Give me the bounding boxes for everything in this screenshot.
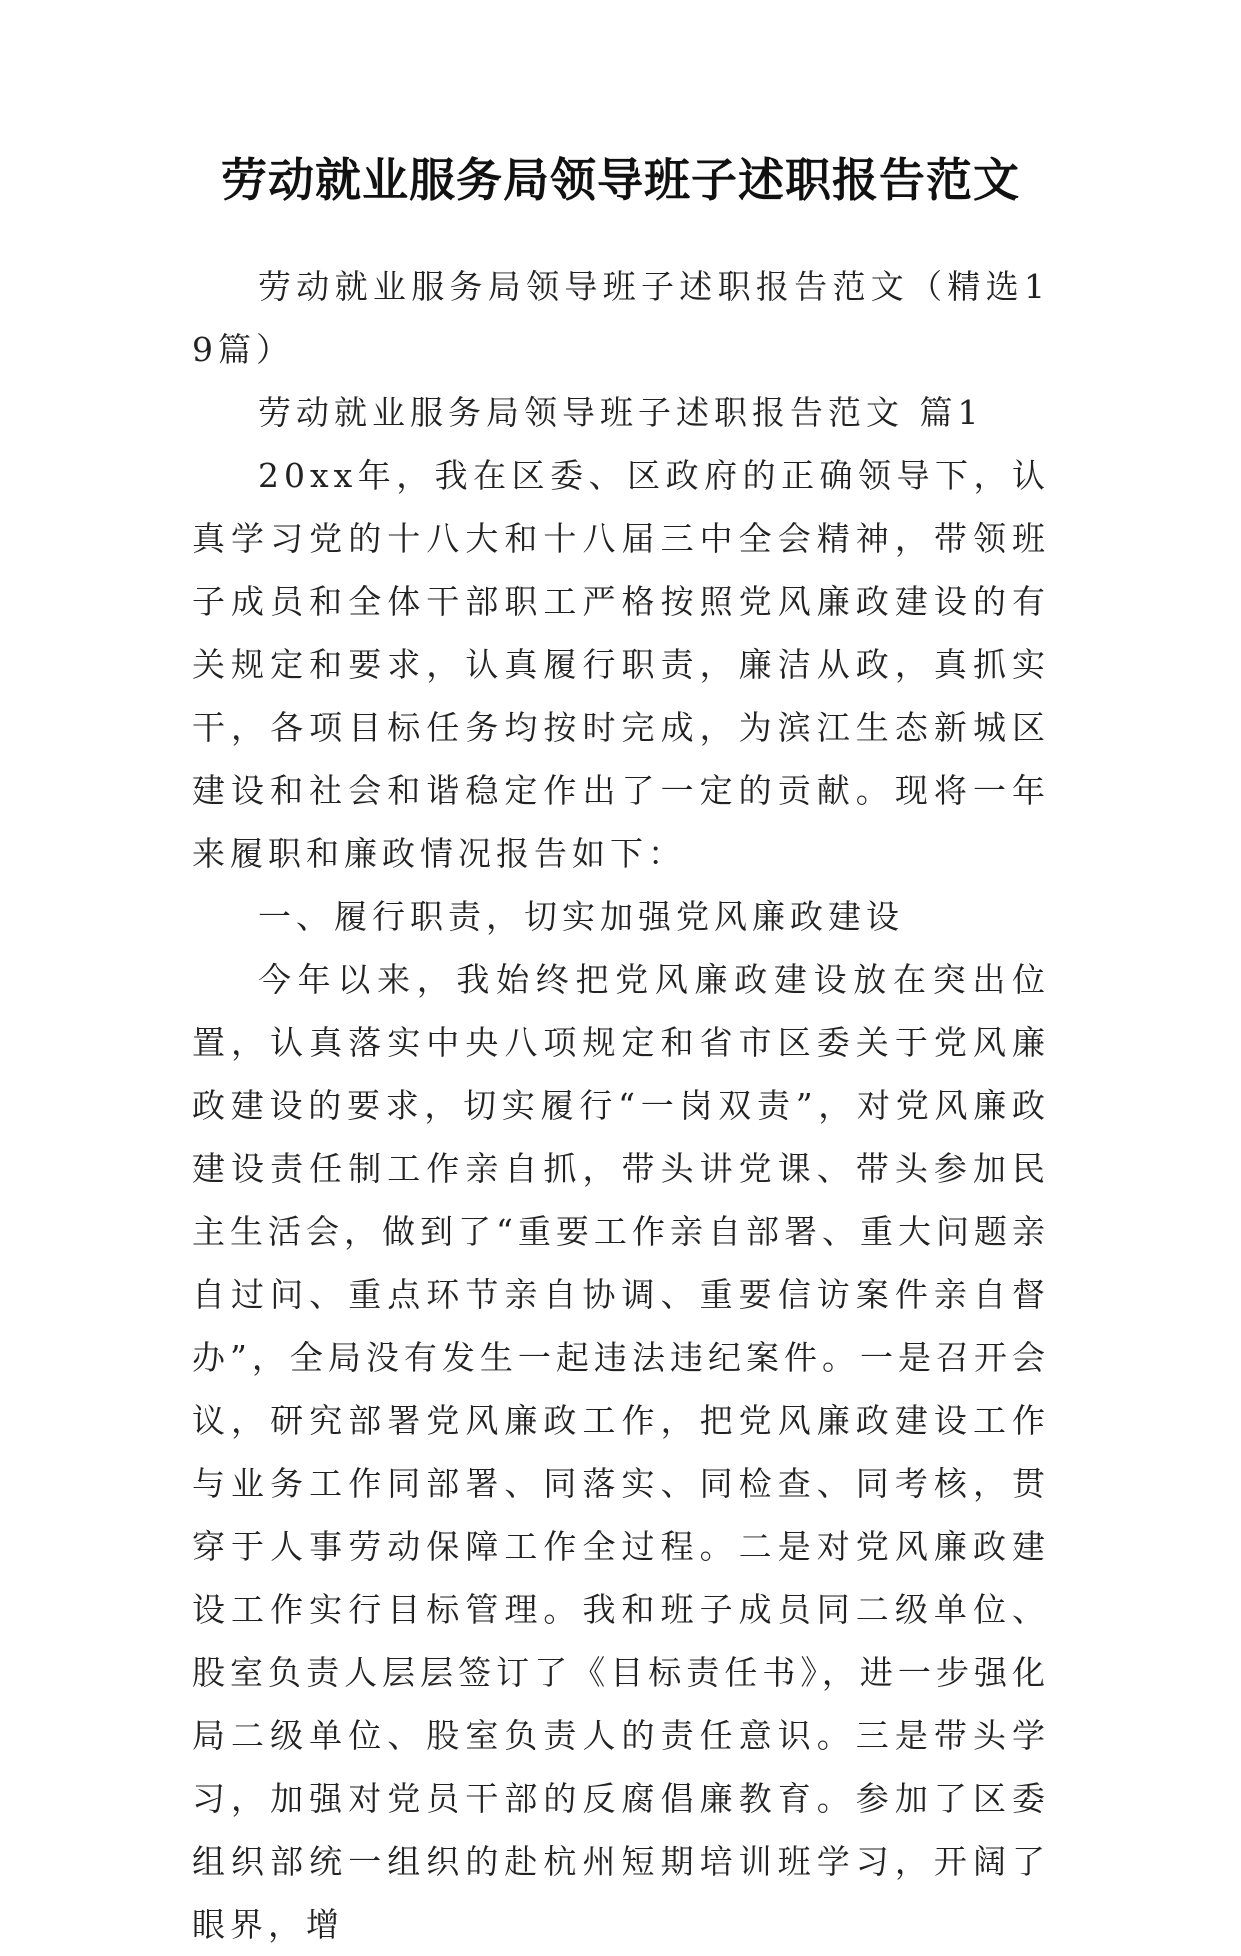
- section-heading-paragraph: 劳动就业服务局领导班子述职报告范文 篇1: [258, 393, 984, 432]
- document-body: [192, 255, 1050, 1956]
- body-paragraph: 20xx年，我在区委、区政府的正确领导下，认真学习党的十八大和十八届三中全会精神，带领班子成员和全体干部职工严格按照党风廉政建设的有关规定和要求，认真履行职责，廉洁从政，真抓实干，各项目标任务均按时完成，为滨江生态新城区建设和社会和谐稳定作出了一定的贡献。现将一年来履职和廉政情况报告如下：: [192, 456, 1050, 873]
- subtitle-paragraph: 劳动就业服务局领导班子述职报告范文（精选19篇）: [192, 267, 1050, 369]
- body-paragraph: 今年以来，我始终把党风廉政建设放在突出位置，认真落实中央八项规定和省市区委关于党风廉政建设的要求，切实履行“一岗双责”，对党风廉政建设责任制工作亲自抓，带头讲党课、带头参加民主生活会，做到了“重要工作亲自部署、重大问题亲自过问、重点环节亲自协调、重要信访案件亲自督办”，全局没有发生一起违法违纪案件。一是召开会议，研究部署党风廉政工作，把党风廉政建设工作与业务工作同部署、同落实、同检查、同考核，贯穿于人事劳动保障工作全过程。二是对党风廉政建设工作实行目标管理。我和班子成员同二级单位、股室负责人层层签订了《目标责任书》，进一步强化局二级单位、股室负责人的责任意识。三是带头学习，加强对党员干部的反腐倡廉教育。参加了区委组织部统一组织的赴杭州短期培训班学习，开阔了眼界，增: [192, 960, 1050, 1944]
- document-title: 劳动就业服务局领导班子述职报告范文: [221, 153, 1020, 207]
- section-heading-paragraph: 一、履行职责，切实加强党风廉政建设: [258, 897, 904, 936]
